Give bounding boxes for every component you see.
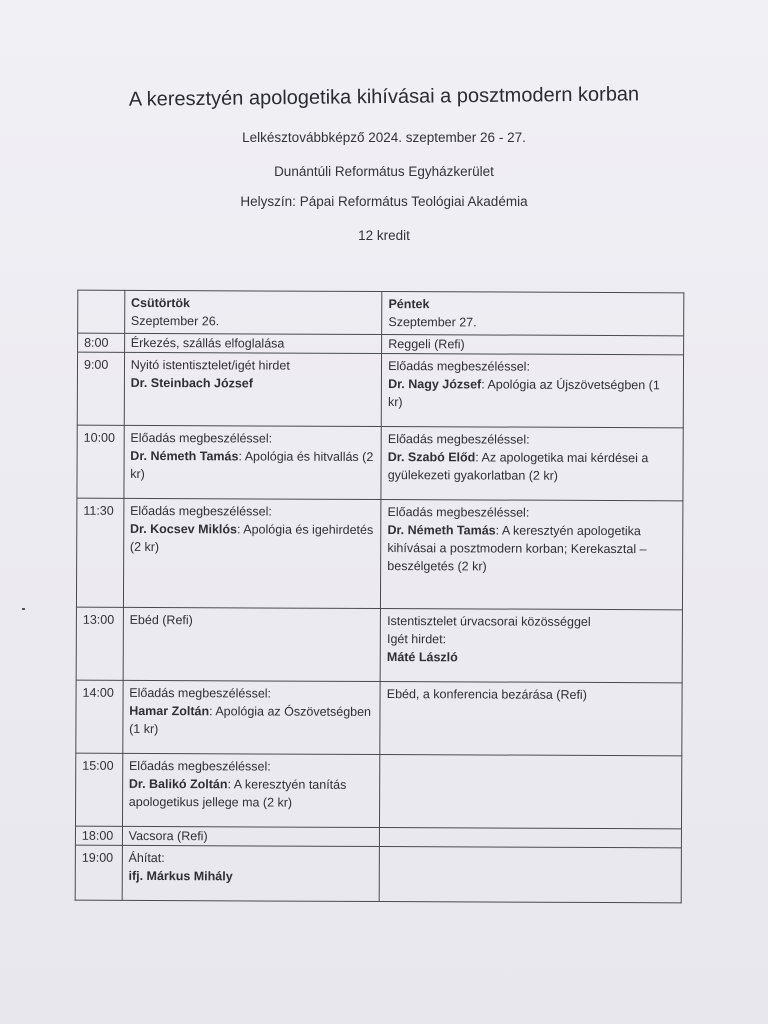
thursday-cell — [124, 352, 382, 426]
speaker-name: ifj. Márkus Mihály — [128, 868, 233, 884]
activity-text: Előadás megbeszéléssel: — [130, 503, 272, 519]
time-cell: 15:00 — [75, 753, 122, 826]
activity-text: Előadás megbeszéléssel: — [128, 758, 271, 774]
table-row — [76, 607, 682, 683]
friday-cell — [381, 354, 683, 428]
organizer: Dunántúli Református Egyházkerület — [274, 164, 494, 179]
speaker-name: Dr. Németh Tamás — [130, 448, 239, 464]
friday-cell — [381, 500, 683, 610]
activity-text: Vacsora (Refi) — [128, 828, 208, 844]
table-row — [75, 826, 681, 848]
friday-cell — [382, 335, 684, 355]
friday-header — [382, 292, 684, 336]
speaker-name: Dr. Steinbach József — [130, 375, 253, 391]
lecture-title: : A keresztyén apologetika kihívásai a posztmodern korban; Kerekasztal – beszélgetés (2 kr) — [387, 523, 647, 574]
time-cell: 18:00 — [75, 826, 122, 845]
activity-text: Istentisztelet úrvacsorai közösséggel — [387, 614, 591, 629]
speaker-name: Dr. Németh Tamás — [387, 523, 496, 538]
thursday-cell — [122, 753, 380, 827]
time-cell: 13:00 — [76, 607, 123, 680]
thursday-cell — [124, 333, 382, 353]
thursday-cell — [122, 845, 380, 901]
activity-text: Áhítat: — [128, 850, 165, 866]
speaker-name: Dr. Kocsev Miklós — [129, 521, 238, 537]
speaker-name: Dr. Balikó Zoltán — [128, 776, 228, 792]
activity-text: Nyitó istentisztelet/igét hirdet — [130, 357, 290, 373]
thursday-cell — [124, 425, 382, 499]
time-cell: 9:00 — [77, 352, 124, 425]
table-row — [77, 352, 683, 428]
event-subtitle: Lelkésztovábbképző 2024. szeptember 26 - 27. — [242, 130, 526, 145]
lecture-title: : A keresztyén tanítás apologetikus jellege ma (2 kr) — [128, 777, 347, 810]
table-row — [75, 753, 681, 829]
friday-date: Szeptember 27. — [388, 315, 477, 330]
activity-text: Igét hirdet: — [386, 632, 447, 647]
activity-text: Előadás megbeszéléssel: — [387, 432, 530, 447]
credits: 12 kredit — [358, 228, 410, 243]
table-row — [77, 425, 683, 501]
thursday-header — [124, 290, 382, 334]
friday-cell — [380, 682, 682, 756]
lecture-title: : Apológia és igehirdetés (2 kr) — [129, 522, 374, 555]
activity-text: Előadás megbeszéléssel: — [129, 685, 272, 701]
friday-cell — [381, 427, 683, 501]
lecture-title: : Az apologetika mai kérdései a gyülekezeti gyakorlatban (2 kr) — [387, 450, 649, 483]
venue: Helyszín: Pápai Református Teológiai Akadémia — [240, 194, 528, 209]
table-row — [76, 680, 682, 756]
thursday-label: Csütörtök — [130, 295, 191, 311]
speaker-name: Hamar Zoltán — [129, 703, 210, 719]
activity-text: Ebéd, a konferencia bezárása (Refi) — [386, 687, 587, 702]
activity-text: Előadás megbeszéléssel: — [388, 359, 530, 374]
thursday-date: Szeptember 26. — [130, 313, 220, 329]
friday-cell — [380, 755, 682, 829]
friday-cell — [379, 847, 681, 903]
time-cell: 19:00 — [75, 845, 122, 900]
activity-text: Reggeli (Refi) — [388, 337, 465, 352]
lecture-title: : Apológia és hitvallás (2 kr) — [130, 449, 374, 481]
document-title: A keresztyén apologetika kihívásai a posztmodern korban — [128, 83, 640, 111]
time-cell: 8:00 — [78, 333, 125, 352]
table-row — [76, 498, 682, 610]
table-row — [75, 845, 681, 903]
activity-text: Előadás megbeszéléssel: — [130, 430, 273, 446]
time-cell: 10:00 — [77, 425, 124, 498]
activity-text: Előadás megbeszéléssel: — [387, 505, 530, 520]
time-header-cell — [78, 290, 125, 333]
speaker-name: Máté László — [386, 650, 458, 665]
time-cell: 14:00 — [76, 680, 123, 753]
activity-text: Ebéd (Refi) — [129, 612, 193, 628]
friday-label: Péntek — [388, 297, 430, 312]
speaker-name: Dr. Nagy József — [388, 377, 482, 392]
friday-cell — [380, 828, 682, 848]
time-cell: 11:30 — [76, 498, 123, 607]
thursday-cell — [123, 680, 381, 754]
schedule-table — [75, 290, 685, 904]
thursday-cell — [123, 607, 381, 681]
activity-text: Érkezés, szállás elfoglalása — [130, 335, 285, 351]
speaker-name: Dr. Szabó Előd — [387, 450, 476, 465]
lecture-title: : Apológia az Újszövetségben (1 kr) — [388, 377, 660, 410]
thursday-cell — [123, 498, 381, 608]
table-header-row — [78, 290, 684, 336]
thursday-cell — [122, 826, 380, 846]
table-row — [78, 333, 684, 355]
lecture-title: : Apológia az Ószövetségben (1 kr) — [129, 704, 372, 737]
paper-speck — [22, 608, 25, 610]
friday-cell — [380, 609, 682, 683]
